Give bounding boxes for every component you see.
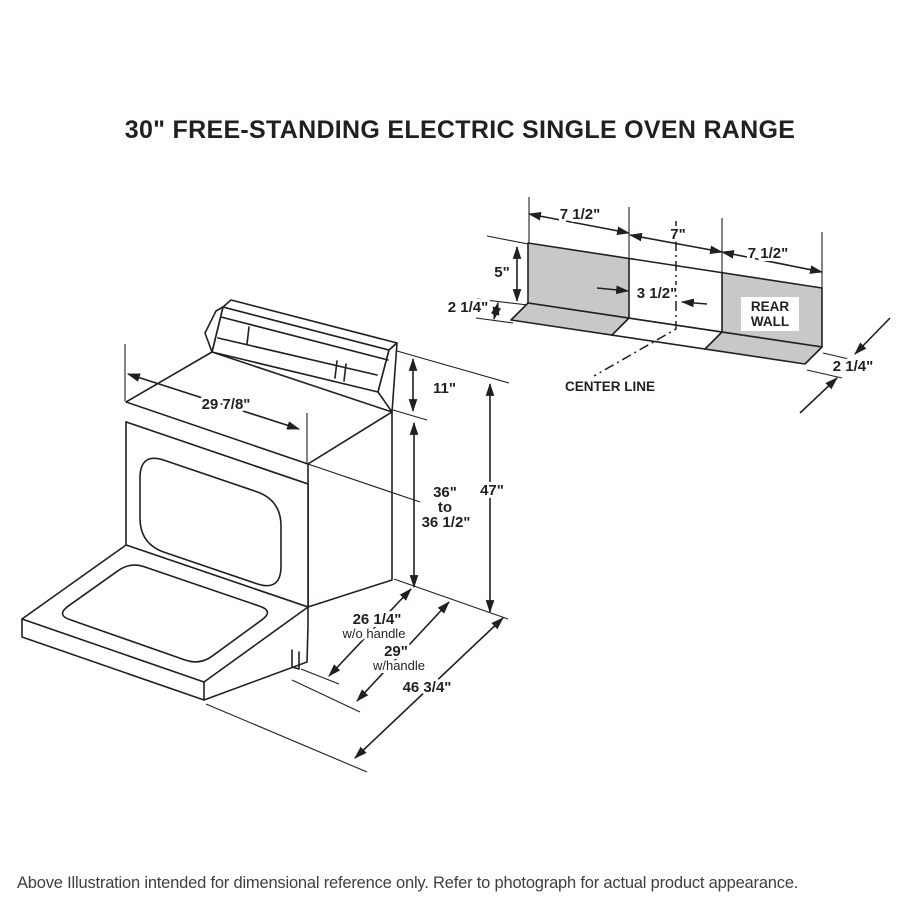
dim-overall-height: 47" — [480, 482, 504, 499]
dim-base-left: 2 1/4" — [447, 299, 489, 316]
dim-left-section: 7 1/2" — [559, 206, 601, 223]
rear-wall-diagram — [448, 197, 890, 413]
dim-panel-height: 5" — [494, 264, 510, 281]
footer-note: Above Illustration intended for dimensional reference only. Refer to photograph for actual product appearance. — [17, 874, 799, 892]
dim-depth-no-handle: 26 1/4" — [352, 611, 402, 628]
dim-depth-no-handle-note: w/o handle — [342, 626, 406, 641]
dim-center-section: 7" — [670, 226, 686, 243]
rear-wall-label-line1: REAR — [750, 299, 790, 314]
dim-cooktop-width: 29 7/8" — [201, 396, 251, 413]
dim-depth-handle: 29" — [384, 643, 408, 660]
dim-right-section: 7 1/2" — [747, 245, 789, 262]
rear-wall-label-line2: WALL — [750, 314, 790, 329]
dim-cooktop-height-2: to — [437, 499, 453, 516]
dim-depth-handle-note: w/handle — [372, 658, 426, 673]
dim-cooktop-height-1: 36" — [433, 484, 457, 501]
dim-backsplash-height: 11" — [433, 380, 456, 397]
dim-base-right: 2 1/4" — [832, 358, 874, 375]
range-illustration — [22, 300, 509, 772]
rear-wall-label — [741, 297, 799, 331]
dim-cooktop-height-3: 36 1/2" — [421, 514, 471, 531]
dim-centerline-offset: 3 1/2" — [636, 285, 678, 302]
dim-depth-door-open: 46 3/4" — [402, 679, 452, 696]
page-title: 30" FREE-STANDING ELECTRIC SINGLE OVEN RANGE — [124, 116, 796, 144]
center-line-label: CENTER LINE — [564, 379, 656, 394]
